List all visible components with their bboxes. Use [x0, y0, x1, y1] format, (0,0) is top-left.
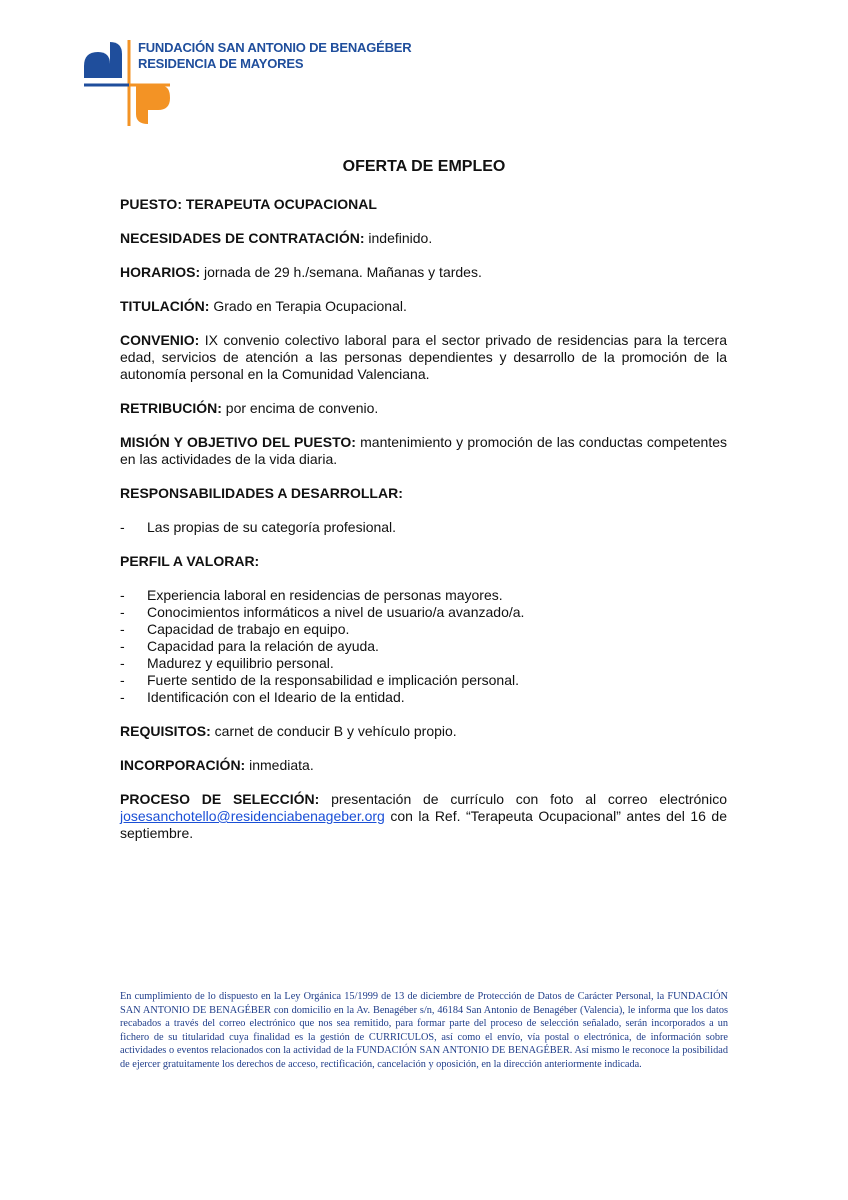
- section-text: Grado en Terapia Ocupacional.: [209, 298, 407, 314]
- page-title: OFERTA DE EMPLEO: [342, 158, 506, 175]
- responsabilidades-list: [120, 519, 727, 536]
- logo-line-1: FUNDACIÓN SAN ANTONIO DE BENAGÉBER: [138, 40, 412, 55]
- list-item: - Experiencia laboral en residencias de personas mayores.: [120, 587, 727, 604]
- section-text: con la Ref. “Terapeuta Ocupacional” antes del 16 de septiembre.: [120, 808, 727, 841]
- section-incorporacion: [120, 757, 727, 774]
- list-item: - Capacidad de trabajo en equipo.: [120, 621, 727, 638]
- section-perfil-label: PERFIL A VALORAR:: [120, 553, 260, 569]
- perfil-list: [120, 587, 727, 706]
- section-text: presentación de currículo con foto al correo electrónico: [319, 791, 727, 807]
- list-item: - Fuerte sentido de la responsabilidad e implicación personal.: [120, 672, 727, 689]
- section-responsabilidades-label: RESPONSABILIDADES A DESARROLLAR:: [120, 485, 403, 501]
- section-convenio: [120, 332, 727, 383]
- section-label: CONVENIO:: [120, 332, 200, 348]
- list-item: - Las propias de su categoría profesional.: [120, 519, 727, 536]
- section-titulacion: [120, 298, 727, 315]
- section-label: INCORPORACIÓN:: [120, 757, 246, 773]
- section-text: por encima de convenio.: [221, 400, 379, 416]
- list-item: - Capacidad para la relación de ayuda.: [120, 638, 727, 655]
- section-label: TITULACIÓN:: [120, 298, 210, 314]
- section-text: carnet de conducir B y vehículo propio.: [210, 723, 457, 739]
- position-heading: PUESTO: TERAPEUTA OCUPACIONAL: [120, 196, 377, 212]
- offer-body: [120, 196, 727, 859]
- section-text: mantenimiento y promoción de las conductas competentes en las actividades de la vida diaria.: [120, 434, 727, 467]
- list-item: - Identificación con el Ideario de la entidad.: [120, 689, 727, 706]
- section-label: PROCESO DE SELECCIÓN:: [120, 791, 320, 807]
- section-text: inmediata.: [245, 757, 314, 773]
- section-label: NECESIDADES DE CONTRATACIÓN:: [120, 230, 365, 246]
- section-necesidades: [120, 230, 727, 247]
- logo-line-2: RESIDENCIA DE MAYORES: [138, 56, 304, 71]
- section-requisitos: [120, 723, 727, 740]
- list-item: - Conocimientos informáticos a nivel de usuario/a avanzado/a.: [120, 604, 727, 621]
- section-label: RETRIBUCIÓN:: [120, 400, 222, 416]
- list-item: - Madurez y equilibrio personal.: [120, 655, 727, 672]
- section-retribucion: [120, 400, 727, 417]
- section-text: jornada de 29 h./semana. Mañanas y tardes.: [200, 264, 482, 280]
- section-label: MISIÓN Y OBJETIVO DEL PUESTO:: [120, 434, 356, 450]
- section-proceso: [120, 791, 727, 842]
- privacy-footer: En cumplimiento de lo dispuesto en la Ley Orgánica 15/1999 de 13 de diciembre de Protección de Datos de Carácter Personal, la FUNDACIÓN SAN ANTONIO DE BENAGÉBER con domicilio en la Av. Benagéber s/n, 46184 San Antonio de Benagéber (Valencia), le informa que los datos recabados a través del correo electrónico que nos sea remitido, para formar parte del proceso de selección señalado, serán incorporados a un fichero de su titularidad cuya finalidad es la gestión de CURRICULOS, así como el envío, vía postal o electrónica, de información sobre actividades o eventos relacionados con la actividad de la FUNDACIÓN SAN ANTONIO DE BENAGÉBER. Así mismo le reconoce la posibilidad de ejercer gratuitamente los derechos de acceso, rectificación, cancelación y oposición, en la dirección anteriormente indicada.: [120, 991, 728, 1070]
- section-horarios: [120, 264, 727, 281]
- email-link[interactable]: josesanchotello@residenciabenageber.org: [120, 808, 385, 824]
- section-text: IX convenio colectivo laboral para el sector privado de residencias para la tercera edad, servicios de atención a las personas dependientes y desarrollo de la promoción de la autonomía personal en la Comunidad Valenciana.: [120, 332, 727, 382]
- section-label: REQUISITOS:: [120, 723, 211, 739]
- section-text: indefinido.: [364, 230, 433, 246]
- section-label: HORARIOS:: [120, 264, 201, 280]
- logo-text: [138, 40, 411, 72]
- section-mision: [120, 434, 727, 468]
